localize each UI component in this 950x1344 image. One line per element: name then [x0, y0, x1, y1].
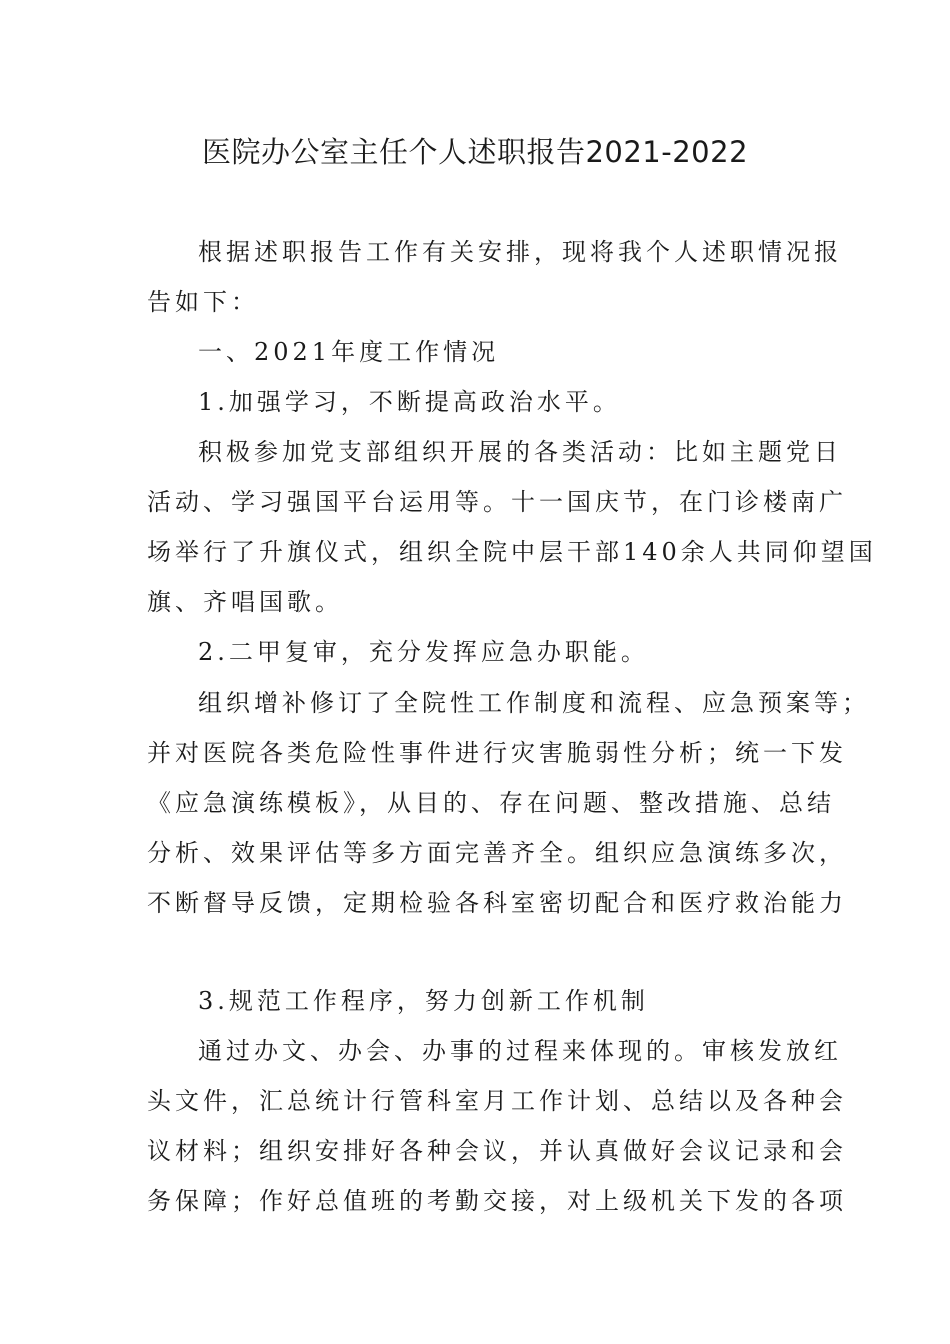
paragraph-line: 不断督导反馈，定期检验各科室密切配合和医疗救治能力 [147, 889, 847, 917]
section-heading: 一、2021年度工作情况 [198, 338, 500, 366]
paragraph-line: 头文件，汇总统计行管科室月工作计划、总结以及各种会 [147, 1087, 847, 1115]
paragraph-line: 旗、齐唱国歌。 [147, 588, 343, 616]
paragraph-line: 通过办文、办会、办事的过程来体现的。审核发放红 [198, 1037, 842, 1065]
subsection-heading: 1.加强学习，不断提高政治水平。 [198, 388, 621, 416]
document-title: 医院办公室主任个人述职报告2021-2022 [201, 135, 749, 169]
paragraph-line: 积极参加党支部组织开展的各类活动：比如主题党日 [198, 438, 842, 466]
paragraph-line: 分析、效果评估等多方面完善齐全。组织应急演练多次， [147, 839, 847, 867]
paragraph-line: 组织增补修订了全院性工作制度和流程、应急预案等； [198, 689, 870, 717]
paragraph-line: 告如下： [147, 288, 259, 316]
subsection-heading: 3.规范工作程序，努力创新工作机制 [198, 987, 649, 1015]
paragraph-line: 场举行了升旗仪式，组织全院中层干部140余人共同仰望国 [147, 538, 877, 566]
paragraph-line: 根据述职报告工作有关安排，现将我个人述职情况报 [198, 238, 842, 266]
paragraph-line: 并对医院各类危险性事件进行灾害脆弱性分析；统一下发 [147, 739, 847, 767]
subsection-heading: 2.二甲复审，充分发挥应急办职能。 [198, 638, 649, 666]
paragraph-line: 活动、学习强国平台运用等。十一国庆节，在门诊楼南广 [147, 488, 847, 516]
paragraph-line: 《应急演练模板》，从目的、存在问题、整改措施、总结 [147, 789, 835, 817]
paragraph-line: 务保障；作好总值班的考勤交接，对上级机关下发的各项 [147, 1187, 847, 1215]
paragraph-line: 议材料；组织安排好各种会议，并认真做好会议记录和会 [147, 1137, 847, 1165]
